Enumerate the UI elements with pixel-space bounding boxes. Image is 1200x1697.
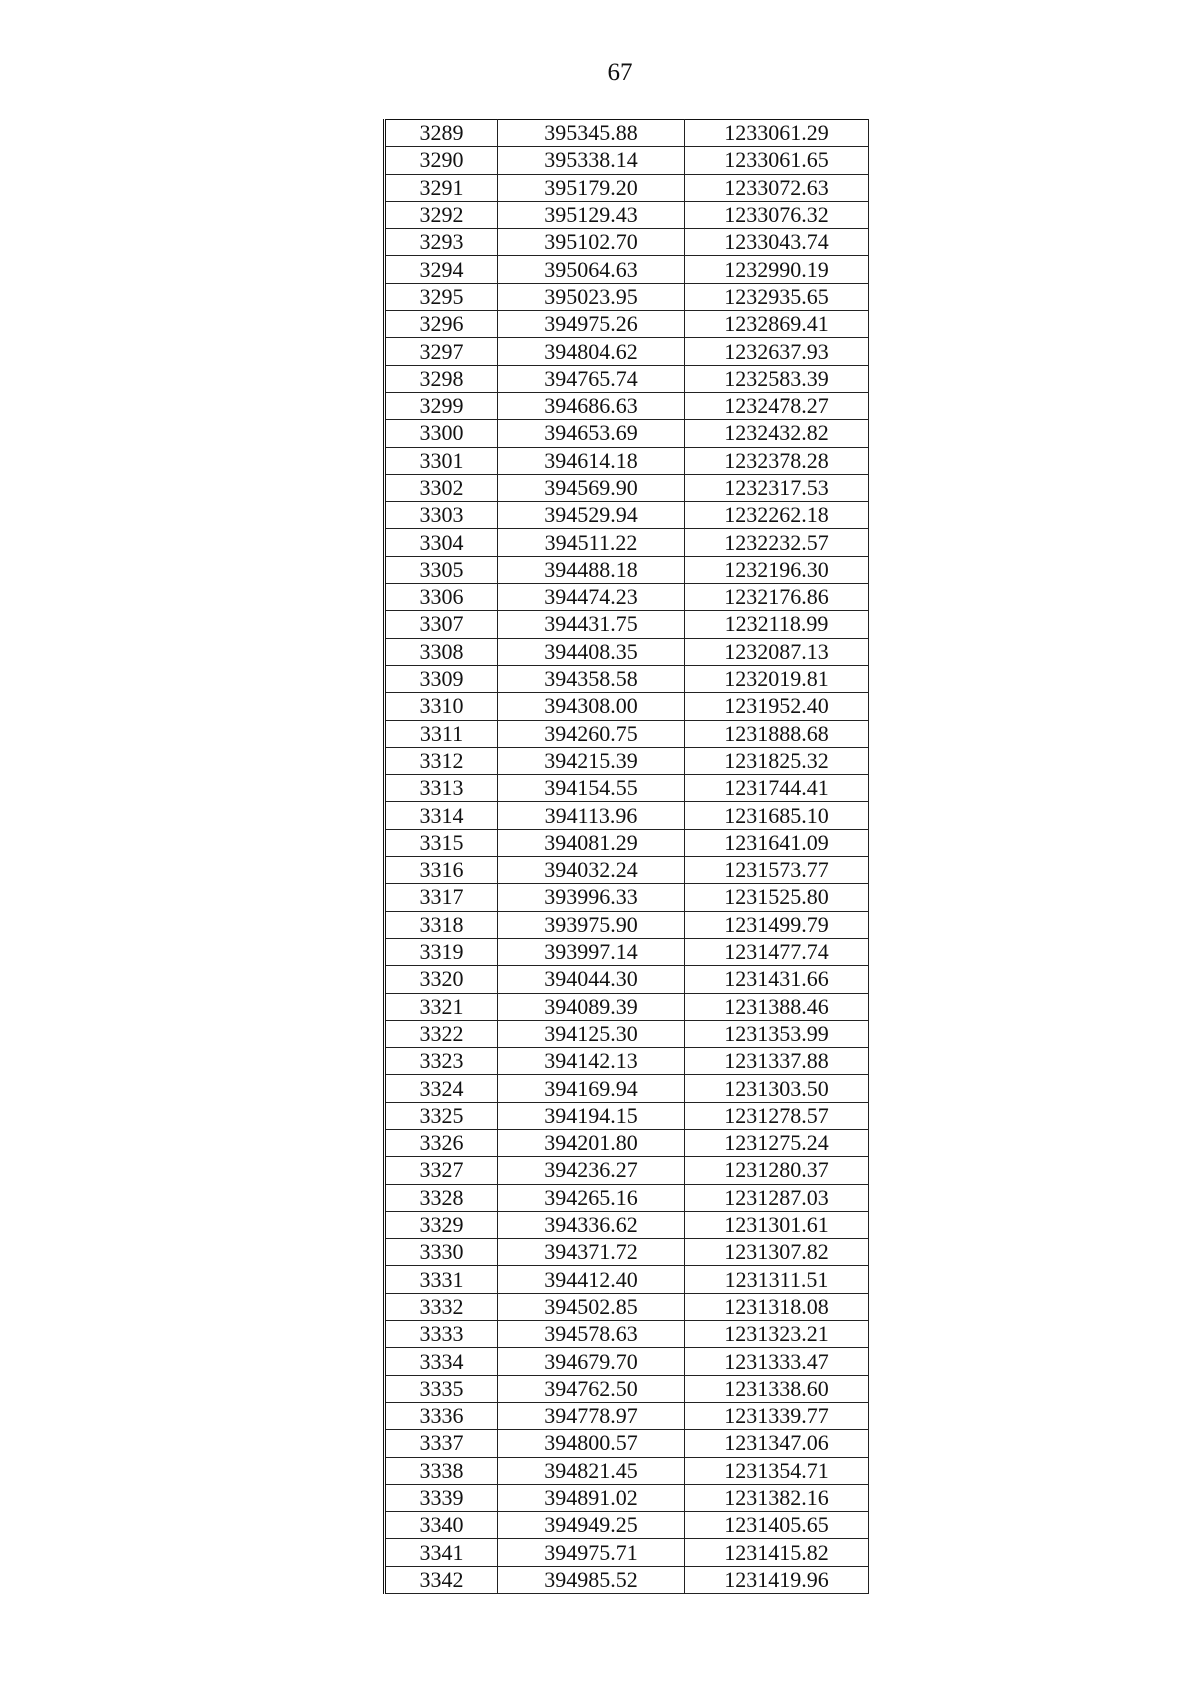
table-row (385, 338, 869, 365)
y-coordinate-cell: 1231888.68 (685, 720, 869, 747)
y-coordinate-cell: 1233061.65 (685, 147, 869, 174)
y-coordinate-cell: 1231685.10 (685, 802, 869, 829)
point-number-cell: 3339 (385, 1484, 498, 1511)
table-row (385, 611, 869, 638)
point-number-cell: 3301 (385, 447, 498, 474)
y-coordinate-cell: 1231333.47 (685, 1348, 869, 1375)
x-coordinate-cell: 395102.70 (498, 229, 685, 256)
table-row (385, 502, 869, 529)
point-number-cell: 3306 (385, 584, 498, 611)
y-coordinate-cell: 1231339.77 (685, 1402, 869, 1429)
x-coordinate-cell: 394169.94 (498, 1075, 685, 1102)
y-coordinate-cell: 1233043.74 (685, 229, 869, 256)
y-coordinate-cell: 1231477.74 (685, 938, 869, 965)
point-number-cell: 3337 (385, 1430, 498, 1457)
y-coordinate-cell: 1233061.29 (685, 120, 869, 147)
point-number-cell: 3341 (385, 1539, 498, 1566)
x-coordinate-cell: 394215.39 (498, 747, 685, 774)
point-number-cell: 3296 (385, 311, 498, 338)
x-coordinate-cell: 394336.62 (498, 1211, 685, 1238)
x-coordinate-cell: 394891.02 (498, 1484, 685, 1511)
y-coordinate-cell: 1231354.71 (685, 1457, 869, 1484)
table-row (385, 1293, 869, 1320)
y-coordinate-cell: 1232935.65 (685, 283, 869, 310)
point-number-cell: 3299 (385, 392, 498, 419)
point-number-cell: 3304 (385, 529, 498, 556)
page-number: 67 (607, 59, 633, 86)
x-coordinate-cell: 394194.15 (498, 1102, 685, 1129)
point-number-cell: 3317 (385, 884, 498, 911)
table-row (385, 147, 869, 174)
table-row (385, 1184, 869, 1211)
x-coordinate-cell: 395179.20 (498, 174, 685, 201)
point-number-cell: 3325 (385, 1102, 498, 1129)
y-coordinate-cell: 1233076.32 (685, 201, 869, 228)
x-coordinate-cell: 394081.29 (498, 829, 685, 856)
y-coordinate-cell: 1231280.37 (685, 1157, 869, 1184)
table-row (385, 174, 869, 201)
y-coordinate-cell: 1231323.21 (685, 1321, 869, 1348)
table-row (385, 775, 869, 802)
table-row (385, 1266, 869, 1293)
x-coordinate-cell: 395023.95 (498, 283, 685, 310)
table-row (385, 1020, 869, 1047)
x-coordinate-cell: 394154.55 (498, 775, 685, 802)
y-coordinate-cell: 1231952.40 (685, 693, 869, 720)
table-row (385, 392, 869, 419)
table-row (385, 201, 869, 228)
point-number-cell: 3305 (385, 556, 498, 583)
coordinates-table (383, 119, 869, 1594)
table-row (385, 256, 869, 283)
table-row (385, 1512, 869, 1539)
y-coordinate-cell: 1232637.93 (685, 338, 869, 365)
y-coordinate-cell: 1232378.28 (685, 447, 869, 474)
y-coordinate-cell: 1231388.46 (685, 993, 869, 1020)
point-number-cell: 3322 (385, 1020, 498, 1047)
point-number-cell: 3297 (385, 338, 498, 365)
table-row (385, 802, 869, 829)
x-coordinate-cell: 394260.75 (498, 720, 685, 747)
table-row (385, 829, 869, 856)
y-coordinate-cell: 1232087.13 (685, 638, 869, 665)
table-row (385, 1402, 869, 1429)
y-coordinate-cell: 1232869.41 (685, 311, 869, 338)
y-coordinate-cell: 1231307.82 (685, 1239, 869, 1266)
y-coordinate-cell: 1231525.80 (685, 884, 869, 911)
point-number-cell: 3290 (385, 147, 498, 174)
x-coordinate-cell: 394821.45 (498, 1457, 685, 1484)
y-coordinate-cell: 1231287.03 (685, 1184, 869, 1211)
y-coordinate-cell: 1231353.99 (685, 1020, 869, 1047)
table-row (385, 556, 869, 583)
point-number-cell: 3292 (385, 201, 498, 228)
y-coordinate-cell: 1231311.51 (685, 1266, 869, 1293)
point-number-cell: 3331 (385, 1266, 498, 1293)
x-coordinate-cell: 395338.14 (498, 147, 685, 174)
y-coordinate-cell: 1231419.96 (685, 1566, 869, 1593)
table-row (385, 283, 869, 310)
point-number-cell: 3303 (385, 502, 498, 529)
point-number-cell: 3310 (385, 693, 498, 720)
x-coordinate-cell: 394578.63 (498, 1321, 685, 1348)
y-coordinate-cell: 1231431.66 (685, 966, 869, 993)
x-coordinate-cell: 394804.62 (498, 338, 685, 365)
x-coordinate-cell: 394765.74 (498, 365, 685, 392)
point-number-cell: 3315 (385, 829, 498, 856)
x-coordinate-cell: 394569.90 (498, 474, 685, 501)
table-row (385, 1484, 869, 1511)
point-number-cell: 3298 (385, 365, 498, 392)
point-number-cell: 3289 (385, 120, 498, 147)
point-number-cell: 3320 (385, 966, 498, 993)
y-coordinate-cell: 1232019.81 (685, 665, 869, 692)
x-coordinate-cell: 395064.63 (498, 256, 685, 283)
table-row (385, 229, 869, 256)
table-row (385, 1539, 869, 1566)
point-number-cell: 3326 (385, 1129, 498, 1156)
table-row (385, 884, 869, 911)
y-coordinate-cell: 1231301.61 (685, 1211, 869, 1238)
table-row (385, 1239, 869, 1266)
table-row (385, 1211, 869, 1238)
x-coordinate-cell: 394358.58 (498, 665, 685, 692)
y-coordinate-cell: 1232118.99 (685, 611, 869, 638)
table-row (385, 911, 869, 938)
table-row (385, 311, 869, 338)
table-row (385, 1566, 869, 1593)
table-row (385, 938, 869, 965)
point-number-cell: 3327 (385, 1157, 498, 1184)
x-coordinate-cell: 394488.18 (498, 556, 685, 583)
x-coordinate-cell: 394679.70 (498, 1348, 685, 1375)
table-row (385, 1048, 869, 1075)
y-coordinate-cell: 1231744.41 (685, 775, 869, 802)
y-coordinate-cell: 1232583.39 (685, 365, 869, 392)
y-coordinate-cell: 1232478.27 (685, 392, 869, 419)
table-row (385, 747, 869, 774)
x-coordinate-cell: 395345.88 (498, 120, 685, 147)
x-coordinate-cell: 394985.52 (498, 1566, 685, 1593)
x-coordinate-cell: 394975.26 (498, 311, 685, 338)
y-coordinate-cell: 1232232.57 (685, 529, 869, 556)
point-number-cell: 3291 (385, 174, 498, 201)
point-number-cell: 3307 (385, 611, 498, 638)
x-coordinate-cell: 394308.00 (498, 693, 685, 720)
x-coordinate-cell: 394201.80 (498, 1129, 685, 1156)
point-number-cell: 3332 (385, 1293, 498, 1320)
y-coordinate-cell: 1231275.24 (685, 1129, 869, 1156)
y-coordinate-cell: 1231347.06 (685, 1430, 869, 1457)
x-coordinate-cell: 394653.69 (498, 420, 685, 447)
y-coordinate-cell: 1232176.86 (685, 584, 869, 611)
x-coordinate-cell: 394975.71 (498, 1539, 685, 1566)
x-coordinate-cell: 394408.35 (498, 638, 685, 665)
point-number-cell: 3319 (385, 938, 498, 965)
x-coordinate-cell: 394949.25 (498, 1512, 685, 1539)
x-coordinate-cell: 394474.23 (498, 584, 685, 611)
table-row (385, 1348, 869, 1375)
point-number-cell: 3336 (385, 1402, 498, 1429)
point-number-cell: 3300 (385, 420, 498, 447)
point-number-cell: 3309 (385, 665, 498, 692)
x-coordinate-cell: 395129.43 (498, 201, 685, 228)
table-row (385, 665, 869, 692)
point-number-cell: 3324 (385, 1075, 498, 1102)
table-row (385, 447, 869, 474)
table-row (385, 1157, 869, 1184)
point-number-cell: 3294 (385, 256, 498, 283)
y-coordinate-cell: 1231338.60 (685, 1375, 869, 1402)
table-row (385, 474, 869, 501)
x-coordinate-cell: 394125.30 (498, 1020, 685, 1047)
coordinates-table-body (385, 120, 869, 1594)
table-row (385, 1375, 869, 1402)
point-number-cell: 3321 (385, 993, 498, 1020)
x-coordinate-cell: 393996.33 (498, 884, 685, 911)
y-coordinate-cell: 1231641.09 (685, 829, 869, 856)
x-coordinate-cell: 393975.90 (498, 911, 685, 938)
point-number-cell: 3335 (385, 1375, 498, 1402)
table-row (385, 529, 869, 556)
table-row (385, 966, 869, 993)
point-number-cell: 3334 (385, 1348, 498, 1375)
table-row (385, 1129, 869, 1156)
table-row (385, 420, 869, 447)
x-coordinate-cell: 394529.94 (498, 502, 685, 529)
point-number-cell: 3293 (385, 229, 498, 256)
y-coordinate-cell: 1231337.88 (685, 1048, 869, 1075)
table-row (385, 1321, 869, 1348)
x-coordinate-cell: 394142.13 (498, 1048, 685, 1075)
table-row (385, 584, 869, 611)
point-number-cell: 3329 (385, 1211, 498, 1238)
x-coordinate-cell: 394614.18 (498, 447, 685, 474)
x-coordinate-cell: 394800.57 (498, 1430, 685, 1457)
x-coordinate-cell: 394265.16 (498, 1184, 685, 1211)
y-coordinate-cell: 1231415.82 (685, 1539, 869, 1566)
y-coordinate-cell: 1232432.82 (685, 420, 869, 447)
y-coordinate-cell: 1231382.16 (685, 1484, 869, 1511)
y-coordinate-cell: 1231405.65 (685, 1512, 869, 1539)
x-coordinate-cell: 393997.14 (498, 938, 685, 965)
y-coordinate-cell: 1231278.57 (685, 1102, 869, 1129)
y-coordinate-cell: 1231573.77 (685, 857, 869, 884)
x-coordinate-cell: 394044.30 (498, 966, 685, 993)
x-coordinate-cell: 394032.24 (498, 857, 685, 884)
table-row (385, 1102, 869, 1129)
point-number-cell: 3330 (385, 1239, 498, 1266)
y-coordinate-cell: 1232196.30 (685, 556, 869, 583)
y-coordinate-cell: 1231499.79 (685, 911, 869, 938)
table-row (385, 638, 869, 665)
point-number-cell: 3318 (385, 911, 498, 938)
table-row (385, 993, 869, 1020)
point-number-cell: 3295 (385, 283, 498, 310)
point-number-cell: 3338 (385, 1457, 498, 1484)
point-number-cell: 3313 (385, 775, 498, 802)
x-coordinate-cell: 394778.97 (498, 1402, 685, 1429)
point-number-cell: 3328 (385, 1184, 498, 1211)
x-coordinate-cell: 394511.22 (498, 529, 685, 556)
x-coordinate-cell: 394686.63 (498, 392, 685, 419)
x-coordinate-cell: 394502.85 (498, 1293, 685, 1320)
point-number-cell: 3333 (385, 1321, 498, 1348)
point-number-cell: 3323 (385, 1048, 498, 1075)
y-coordinate-cell: 1232990.19 (685, 256, 869, 283)
point-number-cell: 3311 (385, 720, 498, 747)
x-coordinate-cell: 394762.50 (498, 1375, 685, 1402)
x-coordinate-cell: 394089.39 (498, 993, 685, 1020)
point-number-cell: 3312 (385, 747, 498, 774)
table-row (385, 857, 869, 884)
point-number-cell: 3308 (385, 638, 498, 665)
table-row (385, 720, 869, 747)
point-number-cell: 3316 (385, 857, 498, 884)
x-coordinate-cell: 394113.96 (498, 802, 685, 829)
table-row (385, 1457, 869, 1484)
table-row (385, 1430, 869, 1457)
y-coordinate-cell: 1233072.63 (685, 174, 869, 201)
y-coordinate-cell: 1231303.50 (685, 1075, 869, 1102)
table-row (385, 693, 869, 720)
x-coordinate-cell: 394236.27 (498, 1157, 685, 1184)
table-row (385, 365, 869, 392)
point-number-cell: 3314 (385, 802, 498, 829)
table-row (385, 1075, 869, 1102)
x-coordinate-cell: 394412.40 (498, 1266, 685, 1293)
table-row (385, 120, 869, 147)
y-coordinate-cell: 1232317.53 (685, 474, 869, 501)
point-number-cell: 3302 (385, 474, 498, 501)
point-number-cell: 3342 (385, 1566, 498, 1593)
y-coordinate-cell: 1232262.18 (685, 502, 869, 529)
y-coordinate-cell: 1231825.32 (685, 747, 869, 774)
point-number-cell: 3340 (385, 1512, 498, 1539)
y-coordinate-cell: 1231318.08 (685, 1293, 869, 1320)
x-coordinate-cell: 394371.72 (498, 1239, 685, 1266)
x-coordinate-cell: 394431.75 (498, 611, 685, 638)
